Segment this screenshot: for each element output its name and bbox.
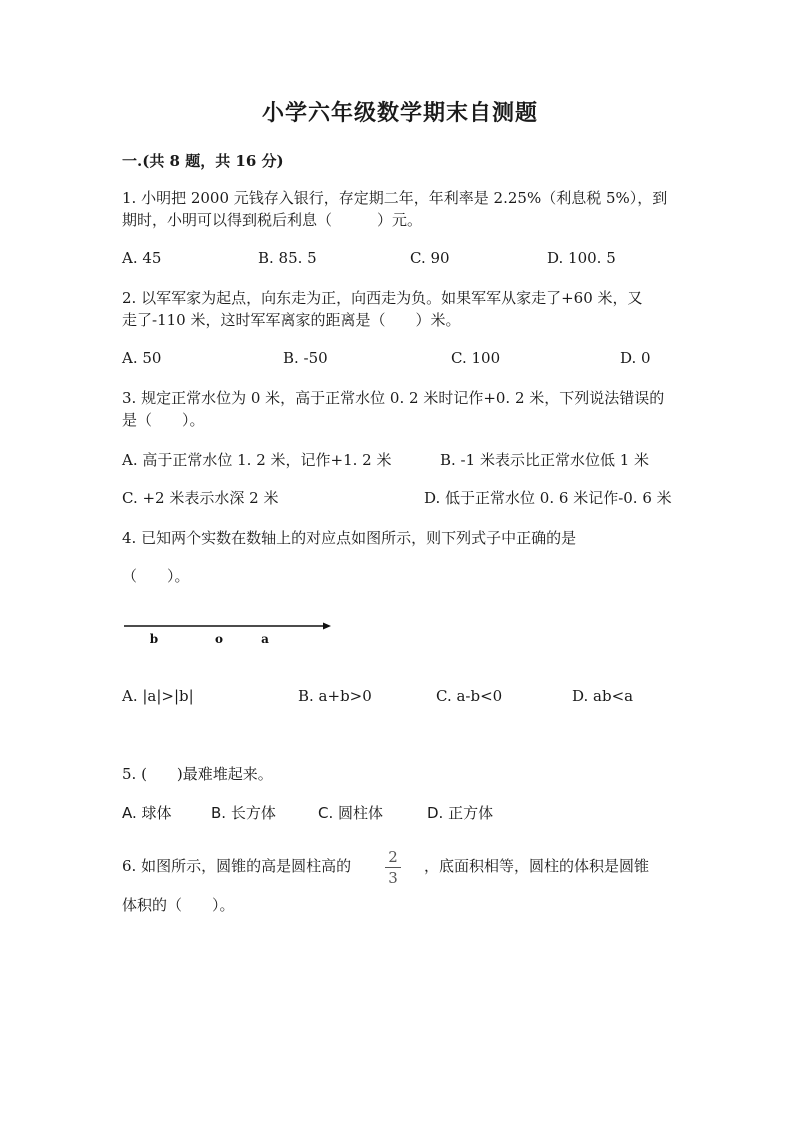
page-title: 小学六年级数学期末自测题: [261, 100, 538, 126]
question-4-option-c: C. a-b<0: [436, 687, 503, 705]
question-5-line-1: 5. ( )最难堆起来。: [122, 765, 273, 783]
question-1-option-c: C. 90: [410, 249, 450, 267]
question-3-option-b: B. -1 米表示比正常水位低 1 米: [440, 451, 650, 469]
question-3-line-1: 3. 规定正常水位为 0 米，高于正常水位 0. 2 米时记作+0. 2 米，下列说法错误的: [122, 389, 665, 407]
fraction-bar: [385, 867, 401, 868]
question-3-option-a: A. 高于正常水位 1. 2 米，记作+1. 2 米: [122, 451, 392, 469]
question-5-option-d: D. 正方体: [427, 804, 494, 822]
question-1-line-2: 期时，小明可以得到税后利息（ ）元。: [122, 211, 423, 229]
question-2-option-d: D. 0: [620, 349, 651, 367]
question-1-option-b: B. 85. 5: [258, 249, 317, 267]
question-3-line-2: 是（ ）。: [122, 411, 205, 429]
number-line-label-b: b: [149, 632, 159, 646]
question-4-option-b: B. a+b>0: [298, 687, 372, 705]
question-2-option-c: C. 100: [451, 349, 501, 367]
question-4-line-1: 4. 已知两个实数在数轴上的对应点如图所示，则下列式子中正确的是: [122, 529, 577, 547]
question-1-line-1: 1. 小明把 2000 元钱存入银行，存定期二年，年利率是 2.25%（利息税 5%），到: [122, 189, 668, 207]
number-line-arrow-icon: [323, 623, 331, 630]
question-1-option-a: A. 45: [122, 249, 162, 267]
question-2-option-a: A. 50: [122, 349, 162, 367]
fraction-denominator: 3: [388, 869, 398, 887]
question-5-option-c: C. 圆柱体: [318, 804, 384, 822]
number-line-figure: [120, 615, 335, 650]
section-header: 一.(共 8 题，共 16 分): [122, 152, 284, 170]
question-6-line-3: 体积的（ ）。: [122, 896, 235, 914]
question-6-line-2: ，底面积相等，圆柱的体积是圆锥: [424, 857, 650, 875]
question-3-option-c: C. +2 米表示水深 2 米: [122, 489, 279, 507]
question-4-line-2: （ ）。: [122, 567, 190, 585]
question-4-option-d: D. ab<a: [572, 687, 634, 705]
number-line-label-a: a: [261, 632, 269, 646]
number-line-label-o: o: [214, 632, 224, 646]
question-2-option-b: B. -50: [283, 349, 328, 367]
question-4-option-a: A. |a|>|b|: [122, 687, 194, 705]
question-2-line-2: 走了-110 米，这时军军离家的距离是（ ）米。: [122, 311, 461, 329]
question-5-option-b: B. 长方体: [211, 804, 276, 822]
fraction-two-thirds: [383, 848, 403, 887]
fraction-numerator: 2: [388, 848, 398, 866]
question-1-option-d: D. 100. 5: [547, 249, 616, 267]
question-2-line-1: 2. 以军军家为起点，向东走为正，向西走为负。如果军军从家走了+60 米，又: [122, 289, 643, 307]
question-5-option-a: A. 球体: [122, 804, 172, 822]
question-3-option-d: D. 低于正常水位 0. 6 米记作-0. 6 米: [424, 489, 672, 507]
question-6-line-1: 6. 如图所示，圆锥的高是圆柱高的: [122, 857, 352, 875]
